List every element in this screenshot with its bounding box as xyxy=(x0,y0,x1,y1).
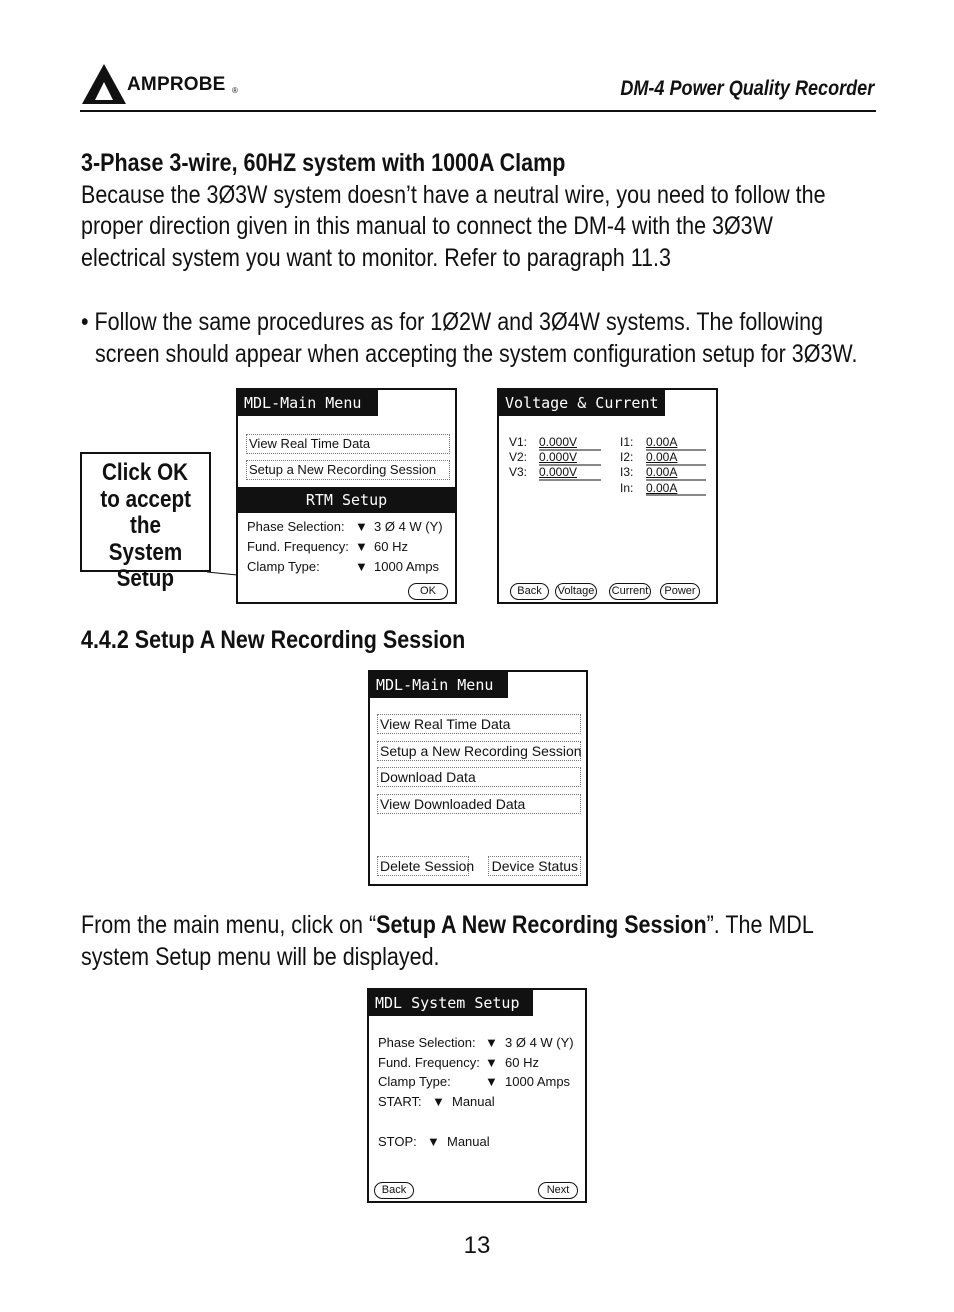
dropdown-arrow-icon[interactable]: ▼ xyxy=(355,539,368,554)
bullet-line: • Follow the same procedures as for 1Ø2W and 3Ø4W systems. The following xyxy=(81,308,824,336)
main-menu-screen xyxy=(368,670,588,886)
menu-item-view-downloaded-data[interactable]: View Downloaded Data xyxy=(377,794,581,814)
dropdown-arrow-icon[interactable]: ▼ xyxy=(355,519,368,534)
section-heading: 3-Phase 3-wire, 60HZ system with 1000A Clamp xyxy=(81,149,566,177)
next-button[interactable]: Next xyxy=(538,1182,578,1199)
callout-line: to accept xyxy=(100,485,191,513)
start-value[interactable]: Manual xyxy=(452,1094,495,1109)
i3-value: 0.00A xyxy=(646,465,678,479)
phase-selection-value[interactable]: 3 Ø 4 W (Y) xyxy=(505,1035,574,1050)
page-number: 13 xyxy=(463,1232,491,1259)
bullet-line: screen should appear when accepting the system configuration setup for 3Ø3W. xyxy=(95,340,858,368)
menu-item-download-data[interactable]: Download Data xyxy=(377,767,581,787)
text-after: ”. The MDL xyxy=(706,911,814,939)
v2-label: V2: xyxy=(509,450,528,464)
in-value: 0.00A xyxy=(646,481,678,495)
menu-item-setup-new-recording[interactable]: Setup a New Recording Session xyxy=(377,741,581,761)
dropdown-arrow-icon[interactable]: ▼ xyxy=(355,559,368,574)
fund-frequency-value[interactable]: 60 Hz xyxy=(374,539,408,554)
fund-frequency-value[interactable]: 60 Hz xyxy=(505,1055,539,1070)
screen-title: MDL-Main Menu xyxy=(238,390,378,416)
device-status-button[interactable]: Device Status xyxy=(488,856,581,876)
phase-selection-label: Phase Selection: xyxy=(378,1035,476,1050)
rtm-setup-bar: RTM Setup xyxy=(238,487,455,513)
logo-text: AMPROBE xyxy=(127,74,226,95)
menu-item-view-real-time-data[interactable]: View Real Time Data xyxy=(377,714,581,734)
v2-value: 0.000V xyxy=(539,450,578,464)
i1-label: I1: xyxy=(620,435,634,449)
clamp-type-value[interactable]: 1000 Amps xyxy=(505,1074,571,1089)
dropdown-arrow-icon[interactable]: ▼ xyxy=(432,1094,445,1109)
clamp-type-label: Clamp Type: xyxy=(247,559,320,574)
dropdown-arrow-icon[interactable]: ▼ xyxy=(427,1134,440,1149)
text-before: From the main menu, click on “ xyxy=(81,911,377,939)
section-heading: 4.4.2 Setup A New Recording Session xyxy=(81,626,466,654)
v3-value: 0.000V xyxy=(539,465,578,479)
in-label: In: xyxy=(620,481,634,495)
start-label: START: xyxy=(378,1094,422,1109)
amprobe-logo-icon xyxy=(80,62,128,106)
i3-label: I3: xyxy=(620,465,634,479)
paragraph-line: Because the 3Ø3W system doesn’t have a neutral wire, you need to follow the xyxy=(81,181,826,209)
menu-item-view-real-time-data[interactable]: View Real Time Data xyxy=(246,434,450,454)
voltage-button[interactable]: Voltage xyxy=(555,583,597,600)
paragraph-line: system Setup menu will be displayed. xyxy=(81,943,440,971)
back-button[interactable]: Back xyxy=(510,583,549,600)
phase-selection-label: Phase Selection: xyxy=(247,519,345,534)
paragraph-line: electrical system you want to monitor. Refer to paragraph 11.3 xyxy=(81,244,671,272)
callout-line: the System xyxy=(108,512,183,566)
v3-label: V3: xyxy=(509,465,528,479)
logo-registered-mark: ® xyxy=(232,86,238,95)
header-divider xyxy=(80,110,876,112)
value-underlines xyxy=(499,390,716,502)
clamp-type-value[interactable]: 1000 Amps xyxy=(374,559,440,574)
rtm-setup-screen xyxy=(236,388,457,604)
stop-label: STOP: xyxy=(378,1134,417,1149)
v1-label: V1: xyxy=(509,435,528,449)
voltage-current-screen xyxy=(497,388,718,604)
v1-value: 0.000V xyxy=(539,435,578,449)
fund-frequency-label: Fund. Frequency: xyxy=(247,539,349,554)
back-button[interactable]: Back xyxy=(374,1182,414,1199)
document-title: DM-4 Power Quality Recorder xyxy=(620,77,874,100)
bold-link-text: Setup A New Recording Session xyxy=(376,911,707,939)
system-setup-screen xyxy=(367,988,587,1203)
ok-button[interactable]: OK xyxy=(408,583,448,600)
callout-line: Click OK xyxy=(102,459,189,486)
delete-session-button[interactable]: Delete Session xyxy=(377,856,469,876)
screen-title: MDL System Setup xyxy=(369,990,533,1016)
dropdown-arrow-icon[interactable]: ▼ xyxy=(485,1074,498,1089)
dropdown-arrow-icon[interactable]: ▼ xyxy=(485,1055,498,1070)
paragraph-line: proper direction given in this manual to connect the DM-4 with the 3Ø3W xyxy=(81,212,773,240)
power-button[interactable]: Power xyxy=(660,583,700,600)
i2-label: I2: xyxy=(620,450,634,464)
i2-value: 0.00A xyxy=(646,450,678,464)
screen-title: Voltage & Current xyxy=(499,390,665,416)
callout-line: Setup xyxy=(116,565,175,592)
clamp-type-label: Clamp Type: xyxy=(378,1074,451,1089)
dropdown-arrow-icon[interactable]: ▼ xyxy=(485,1035,498,1050)
stop-value[interactable]: Manual xyxy=(447,1134,490,1149)
paragraph-line xyxy=(81,910,814,942)
fund-frequency-label: Fund. Frequency: xyxy=(378,1055,480,1070)
i1-value: 0.00A xyxy=(646,435,678,449)
screen-title: MDL-Main Menu xyxy=(370,672,508,698)
callout-box xyxy=(80,452,211,592)
menu-item-setup-new-recording[interactable]: Setup a New Recording Session xyxy=(246,460,450,480)
current-button[interactable]: Current xyxy=(609,583,651,600)
phase-selection-value[interactable]: 3 Ø 4 W (Y) xyxy=(374,519,443,534)
